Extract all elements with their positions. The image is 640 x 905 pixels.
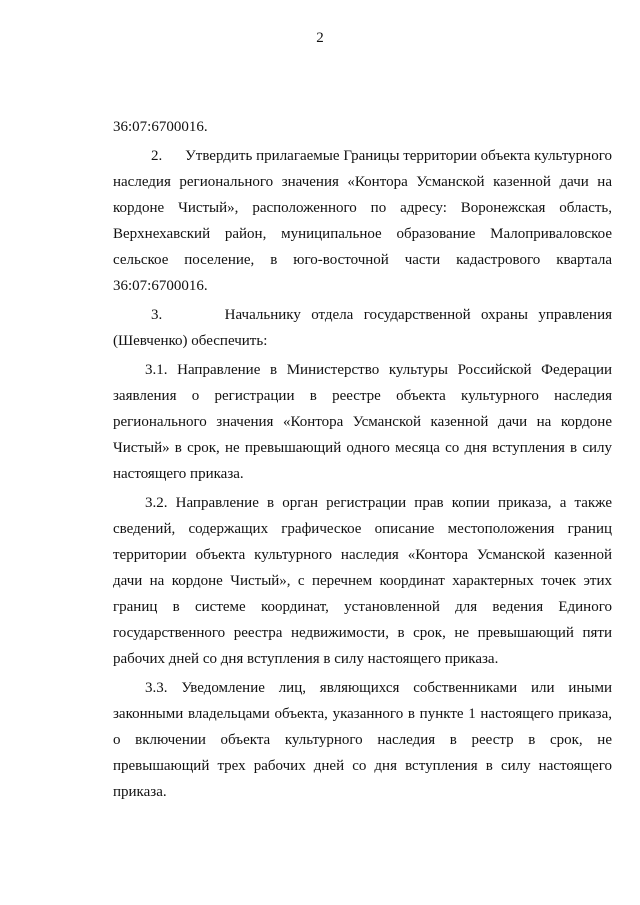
paragraph-item-3-1: 3.1. Направление в Министерство культуры Российской Федерации заявления о регистрации в реестре объекта культурного наследия регионального значения «Контора Усманской казенной дачи на кордоне Чистый» в срок, не превышающий одного месяца со дня вступления в силу настоящего приказа.: [113, 362, 612, 482]
paragraph-item-3-3: 3.3. Уведомление лиц, являющихся собственниками или иными законными владельцами объекта, указанного в пункте 1 настоящего приказа, о включении объекта культурного наследия в реестр в срок, не превышающий трех рабочих дней со дня вступления в силу настоящего приказа.: [113, 680, 612, 800]
paragraph-item-2: 2. Утвердить прилагаемые Границы территории объекта культурного наследия регионального значения «Контора Усманской казенной дачи на кордоне Чистый», расположенного по адресу: Воронежская область, Верхнехавский район, муниципальное образование Малоприваловское сельское поселение, в юго-восточной части кадастрового квартала 36:07:6700016.: [113, 148, 612, 294]
paragraph-cadastral-continuation: 36:07:6700016.: [113, 119, 208, 135]
paragraph-item-3-2: 3.2. Направление в орган регистрации прав копии приказа, а также сведений, содержащих графическое описание местоположения границ территории объекта культурного наследия «Контора Усманской казенной дачи на кордоне Чистый», с перечнем координат характерных точек этих границ в системе координат, установленной для ведения Единого государственного реестра недвижимости, в срок, не превышающий пяти рабочих дней со дня вступления в силу настоящего приказа.: [113, 495, 612, 667]
paragraph-item-3: 3. Начальнику отдела государственной охраны управления (Шевченко) обеспечить:: [113, 307, 612, 349]
document-body: [113, 114, 612, 808]
page-number: 2: [316, 30, 324, 46]
